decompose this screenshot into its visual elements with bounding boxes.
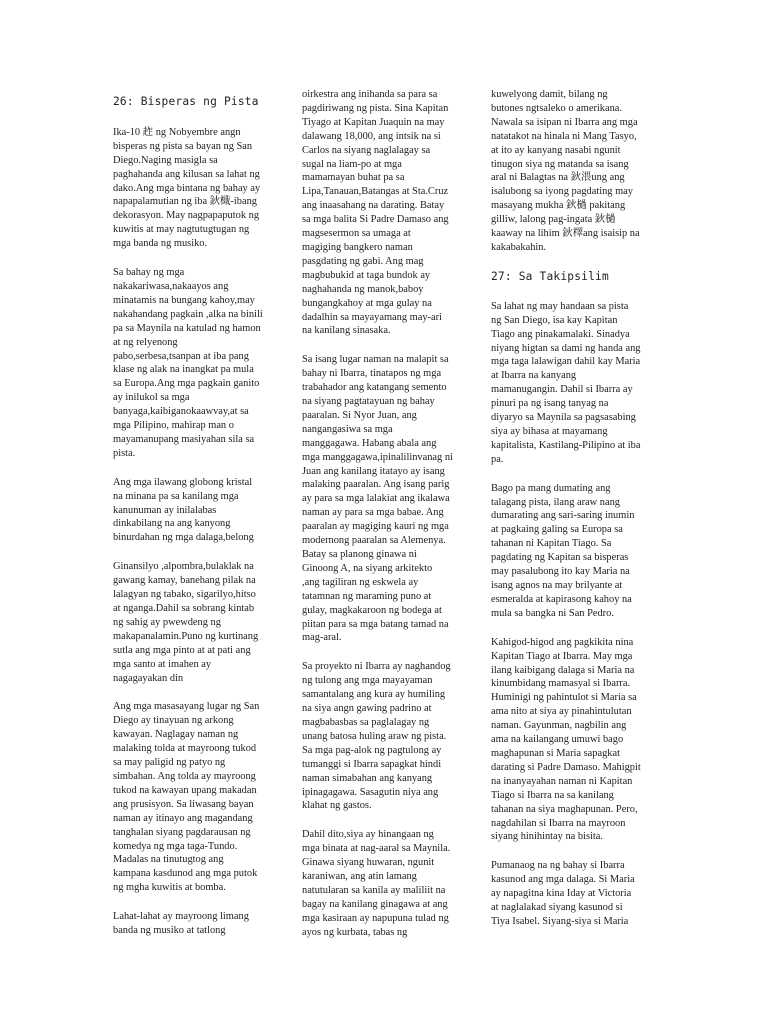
paragraph: Ang mga masasayang lugar ng San Diego ay tinayuan ng arkong kawayan. Naglagay naman ng malaking tolda at mayroong tukod sa may paligid ng patyo ng simbahan. Ang tolda ay mayroong tukod na kawayan upang makadan ang prusisyon. Sa liwasang bayan naman ay itinayo ang magandang tanghalan siyang pagdarausan ng komedya ng mga taga-Tundo. Madalas na tinutugtog ang kampana kasdunod ang mga putok ng mgha kuwitis at bomba. (113, 701, 260, 894)
paragraph: Ang mga ilawang globong kristal na minana pa sa kanilang mga kanunuman ay inilalabas dinkabilang na ang kanyong binurdahan ng mga dalaga,belong (113, 476, 254, 544)
paragraph: Lahat-lahat ay mayroong limang banda ng musiko at tatlong (113, 911, 249, 937)
paragraph: Sa proyekto ni Ibarra ay naghandog ng tulong ang mga mayayaman samantalang ang kura ay humiling na siya angn gawing padrino at magbabasbas sa paglalagay ng unang batosa huling araw ng pista. Sa mga pag-alok ng pagtulong ay tumanggi si Ibarra sapagkat hindi naman simabahan ang kanyang ipinagagawa. Sasagutin niya ang klahat ng gastos. (302, 661, 451, 812)
paragraph: Ginansilyo ,alpombra,bulaklak na gawang kamay, banehang pilak na lalagyan ng tabako, sigarilyo,hitso at nganga.Dahil sa sobrang kintab ng sahig ay pwewdeng ng makapanalamin.Puno ng kurtinang sutla ang mga pinto at at pati ang mga santo at imahen ay nagagayakan din (113, 561, 259, 684)
column-right (491, 88, 663, 944)
paragraph: Bago pa mang dumating ang talagang pista, ilang araw nang dumarating ang sari-saring inumin at pagkaing galing sa Europa sa tahanan ni Kapitan Tiago. Sa pagdating ng Kapitan sa bisperas may pasalubong ito kay Maria na isang agnos na may brilyante at esmeralda at kapirasong kahoy na mula sa bangka ni San Pedro. (491, 482, 635, 619)
chapter-heading: 26: Bisperas ng Pista (113, 95, 259, 108)
column-left (113, 88, 285, 953)
paragraph: Sa isang lugar naman na malapit sa bahay ni Ibarra, tinatapos ng mga trabahador ang katangang semento na siyang pagtatayuan ng bahay paaralan. Si Nyor Juan, ang nangangasiwa sa mga manggagawa. Habang abala ang mga manggagawa,ipinalilinvanag ni Juan ang kanilang itatayo ay isang malaking paaralan. Ang isang parig ay para sa mga lalakiat ang ikalawa naman ay para sa mga babae. Ang paaralan ay magiging kauri ng mga modernong paaralan sa Alemenya. Batay sa planong ginawa ni Ginoong A, na siyang arkitekto ,ang tagiliran ng eskwela ay tatamnan ng maraming puno at gulay, magkakaroon ng bodega at piitan para sa mga batang tamad na mag-aral. (302, 354, 453, 644)
paragraph: kuwelyong damit, bilang ng butones ngtsaleko o amerikana. Nawala sa isipan ni Ibarra ang mga natatakot na hinala ni Mang Tasyo, at ito ay kanyang nasabi ngunit tinugon siya ng matanda sa isang aral ni Balagtas na 鈥渨ung ang isalubong sa iyong pagdating may masayang mukha 鈥檛 pakitang gilliw, lalong pag-ingata 鈥檛 kaaway na lihim 鈥檡ang isaisip na kakabakahin. (491, 89, 640, 253)
paragraph: Pumanaog na ng bahay si Ibarra kasunod ang mga dalaga. Si Maria ay napagitna kina Iday at Victoria at naglalakad siyang kasunod si Tiya Isabel. Siyang-siya si Maria (491, 860, 635, 927)
paragraph: oirkestra ang inihanda sa para sa pagdiriwang ng pista. Sina Kapitan Tiyago at Kapitan Juaquin na may dalawang 18,000, ang intsik na si Carlos na siyang naglalagay sa sugal na liam-po at mga mamamayan buhat pa sa Lipa,Tanauan,Batangas at Sta.Cruz ang inaasahang na darating. Batay sa mga balita Si Padre Damaso ang magsesermon sa umaga at magiging bangkero naman pasgdating ng gabi. Ang mag magbubukid at taga bundok ay naghahanda ng manok,baboy bungangkahoy at mga gulay na dadalhin sa mayayamang may-ari na kanilang sinasaka. (302, 89, 449, 337)
paragraph: Sa bahay ng mga nakakariwasa,nakaayos ang minatamis na bungang kahoy,may nakahandang pagkain ,alka na binili pa sa Maynila na katulad ng hamon at ng relyenong pabo,serbesa,tsanpan at iba pang klase ng alak na inangkat pa mula sa Europa.Ang mga pagkain ganito ay inilukol sa mga banyaga,kaibiganokaawvay,at sa mga Pilipino, mahirap man o mayamanupang masiyahan sila sa pista. (113, 267, 263, 459)
paragraph: Kahigod-higod ang pagkikita nina Kapitan Tiago at Ibarra. May mga ilang kaibigang dalaga si Maria na kinumbidang mamasyal si Ibarra. Huminigi ng pahintulot si Maria sa ama nito at siya ay pinahintulutan naman. Gayunman, nagbilin ang ama na kailangang umuwi bago maghapunan si Maria sapagkat darating si Padre Damaso. Mahigpit na inanyayahan naman ni Kapitan Tiago si Ibarra na sa kanilang tahanan na siya maghapunan. Pero, nagdahilan si Ibarra na mayroon siyang hinihintay na bisita. (491, 636, 641, 843)
paragraph: Ika-10 䞢 ng Nobyembre angn bisperas ng pista sa bayan ng San Diego.Naging masigla sa paghahanda ang kilusan sa lahat ng dako.Ang mga bintana ng bahay ay napapalamutian ng iba 鈥檝-ibang dekorasyon. May nagpapaputok ng kuwitis at may nagtutugtugan ng mga banda ng musiko. (113, 126, 261, 250)
paragraph: Sa lahat ng may handaan sa pista ng San Diego, isa kay Kapitan Tiago ang pinakamalaki. Sinadya niyang higtan sa dami ng handa ang mga taga lalawigan dahil kay Maria at Ibarra na kanyang mamanugangin. Dahil si Ibarra ay pinuri pa ng isang tanyag na diyaryo sa Maynila sa pagsasabing siya ay bihasa at mayamang kapitalista, Kastilang-Pilipino at iba pa. (491, 300, 641, 465)
column-middle (302, 88, 474, 955)
chapter-heading: 27: Sa Takipsilim (491, 269, 609, 283)
paragraph: Dahil dito,siya ay hinangaan ng mga binata at nag-aaral sa Maynila. Ginawa siyang huwaran, ngunit karaniwan, ang atin lamang natutularan sa kanila ay maliliit na bagay na kanilang ginagawa at ang mga kasiraan ay napupuna tulad ng ayos ng kurbata, tabas ng (302, 829, 451, 938)
